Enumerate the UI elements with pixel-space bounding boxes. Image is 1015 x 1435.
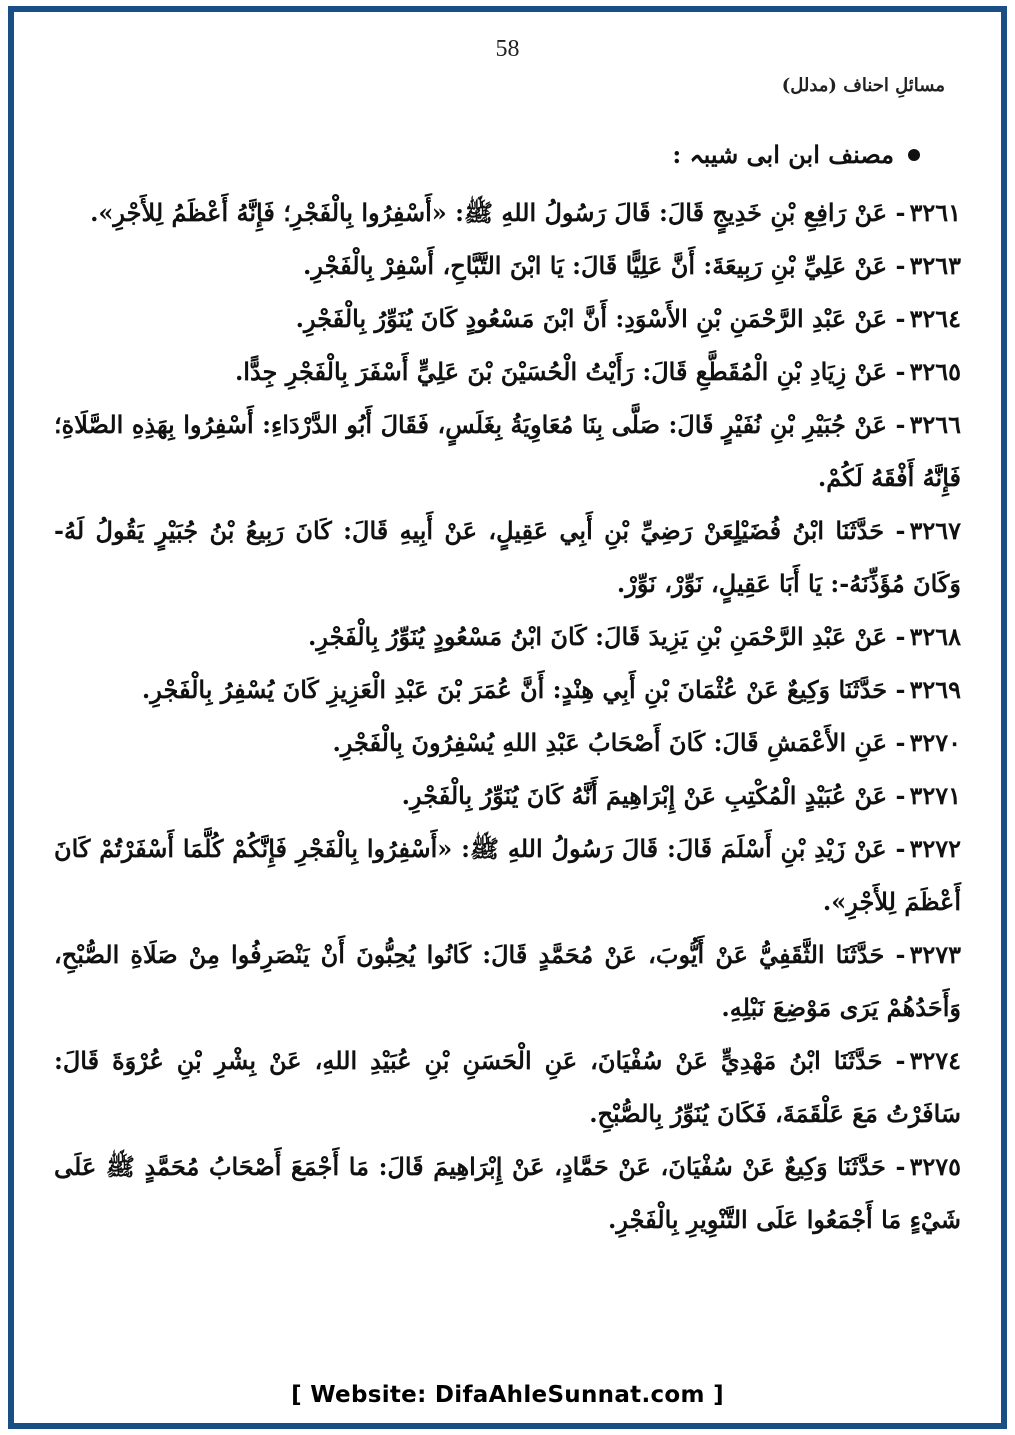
hadith-number: ٣٢٧٢: [909, 834, 961, 863]
hadith-text: حَدَّثَنَا وَكِيعٌ عَنْ عُثْمَانَ بْنِ أَبِي هِنْدٍ: أَنَّ عُمَرَ بْنَ عَبْدِ الْعَزِيزِ كَانَ يُسْفِرُ بِالْفَجْرِ.: [141, 675, 888, 704]
hadith-entry: ٣٢٧١- عَنْ عُبَيْدٍ الْمُكْتِبِ عَنْ إِبْرَاهِيمَ أَنَّهُ كَانَ يُنَوِّرُ بِالْفَجْرِ.: [401, 781, 961, 810]
hadith-text: عَنِ الأَعْمَشِ قَالَ: كَانَ أَصْحَابُ عَبْدِ اللهِ يُسْفِرُونَ بِالْفَجْرِ.: [332, 728, 888, 757]
website-footer: [ Website: DifaAhleSunnat.com ]: [291, 1382, 724, 1408]
hadith-number: ٣٢٦٤: [909, 304, 961, 333]
hadith-entry: ٣٢٧٥- حَدَّثَنَا وَكِيعٌ عَنْ سُفْيَانَ، عَنْ حَمَّادٍ، عَنْ إِبْرَاهِيمَ قَالَ: مَا أَجْمَعَ أَصْحَابُ مُحَمَّدٍ ﷺ عَلَى شَيْءٍ مَا أَجْمَعُوا عَلَى التَّنْوِيرِ بِالْفَجْرِ.: [54, 1152, 961, 1234]
hadith-number: ٣٢٧٠: [909, 728, 961, 757]
hadith-entry: ٣٢٦٦- عَنْ جُبَيْرِ بْنِ نُفَيْرٍ قَالَ: صَلَّى بِنَا مُعَاوِيَةُ بِغَلَسٍ، فَقَالَ أَبُو الدَّرْدَاءِ: أَسْفِرُوا بِهَذِهِ الصَّلَاةِ؛ فَإِنَّهُ أَفْقَهُ لَكُمْ.: [54, 410, 961, 492]
bullet-icon: [908, 149, 920, 161]
section-heading: [672, 140, 920, 169]
hadith-entry: ٣٢٦٩- حَدَّثَنَا وَكِيعٌ عَنْ عُثْمَانَ بْنِ أَبِي هِنْدٍ: أَنَّ عُمَرَ بْنَ عَبْدِ الْعَزِيزِ كَانَ يُسْفِرُ بِالْفَجْرِ.: [141, 675, 961, 704]
hadith-number: ٣٢٦٣: [909, 251, 961, 280]
hadith-list: [54, 186, 961, 1246]
hadith-entry: ٣٢٧٤- حَدَّثَنَا ابْنُ مَهْدِيٍّ عَنْ سُفْيَانَ، عَنِ الْحَسَنِ بْنِ عُبَيْدِ اللهِ، عَنْ بِشْرِ بْنِ عُرْوَةَ قَالَ: سَافَرْتُ مَعَ عَلْقَمَةَ، فَكَانَ يُنَوِّرُ بِالصُّبْحِ.: [54, 1046, 961, 1128]
hadith-entry: ٣٢٦٣- عَنْ عَلِيِّ بْنِ رَبِيعَةَ: أَنَّ عَلِيًّا قَالَ: يَا ابْنَ التَّبَّاحِ، أَسْفِرْ بِالْفَجْرِ.: [303, 251, 961, 280]
hadith-entry: ٣٢٦٧- حَدَّثَنَا ابْنُ فُضَيْلٍعَنْ رَضِيِّ بْنِ أَبِي عَقِيلٍ، عَنْ أَبِيهِ قَالَ: كَانَ رَبِيعُ بْنُ جُبَيْرٍ يَقُولُ لَهُ- وَكَانَ مُؤَذِّنَهُ-: يَا أَبَا عَقِيلٍ، نَوِّرْ، نَوِّرْ.: [54, 516, 961, 598]
hadith-text: حَدَّثَنَا الثَّقَفِيُّ عَنْ أَيُّوبَ، عَنْ مُحَمَّدٍ قَالَ: كَانُوا يُحِبُّونَ أَنْ يَنْصَرِفُوا مِنْ صَلَاةِ الصُّبْحِ، وَأَحَدُهُمْ يَرَى مَوْضِعَ نَبْلِهِ.: [54, 940, 961, 1022]
hadith-number: ٣٢٧٥: [909, 1152, 961, 1181]
hadith-text: عَنْ زِيَادِ بْنِ الْمُقَطَّعِ قَالَ: رَأَيْتُ الْحُسَيْنَ بْنَ عَلِيٍّ أَسْفَرَ بِالْفَجْرِ جِدًّا.: [234, 357, 888, 386]
hadith-entry: ٣٢٧٢- عَنْ زَيْدِ بْنِ أَسْلَمَ قَالَ: قَالَ رَسُولُ اللهِ ﷺ: «أَسْفِرُوا بِالْفَجْرِ فَإِنَّكُمْ كُلَّمَا أَسْفَرْتُمْ كَانَ أَعْظَمَ لِلأَجْرِ».: [54, 834, 961, 916]
hadith-text: حَدَّثَنَا ابْنُ فُضَيْلٍعَنْ رَضِيِّ بْنِ أَبِي عَقِيلٍ، عَنْ أَبِيهِ قَالَ: كَانَ رَبِيعُ بْنُ جُبَيْرٍ يَقُولُ لَهُ- وَكَانَ مُؤَذِّنَهُ-: يَا أَبَا عَقِيلٍ، نَوِّرْ، نَوِّرْ.: [54, 516, 961, 598]
hadith-entry: ٣٢٦٤- عَنْ عَبْدِ الرَّحْمَنِ بْنِ الأَسْوَدِ: أَنَّ ابْنَ مَسْعُودٍ كَانَ يُنَوِّرُ بِالْفَجْرِ.: [295, 304, 961, 333]
hadith-number: ٣٢٧٣: [909, 940, 961, 969]
hadith-entry: ٣٢٧٣- حَدَّثَنَا الثَّقَفِيُّ عَنْ أَيُّوبَ، عَنْ مُحَمَّدٍ قَالَ: كَانُوا يُحِبُّونَ أَنْ يَنْصَرِفُوا مِنْ صَلَاةِ الصُّبْحِ، وَأَحَدُهُمْ يَرَى مَوْضِعَ نَبْلِهِ.: [54, 940, 961, 1022]
hadith-number: ٣٢٦٧: [909, 516, 961, 545]
page-number: 58: [495, 36, 520, 62]
hadith-entry: ٣٢٧٠- عَنِ الأَعْمَشِ قَالَ: كَانَ أَصْحَابُ عَبْدِ اللهِ يُسْفِرُونَ بِالْفَجْرِ.: [332, 728, 961, 757]
hadith-entry: ٣٢٦٥- عَنْ زِيَادِ بْنِ الْمُقَطَّعِ قَالَ: رَأَيْتُ الْحُسَيْنَ بْنَ عَلِيٍّ أَسْفَرَ بِالْفَجْرِ جِدًّا.: [234, 357, 961, 386]
hadith-text: عَنْ رَافِعِ بْنِ خَدِيجٍ قَالَ: قَالَ رَسُولُ اللهِ ﷺ: «أَسْفِرُوا بِالْفَجْرِ؛ فَإِنَّهُ أَعْظَمُ لِلأَجْرِ».: [90, 198, 888, 227]
hadith-text: عَنْ عَبْدِ الرَّحْمَنِ بْنِ يَزِيدَ قَالَ: كَانَ ابْنُ مَسْعُودٍ يُنَوِّرُ بِالْفَجْرِ.: [308, 622, 888, 651]
hadith-number: ٣٢٦٩: [909, 675, 961, 704]
hadith-text: عَنْ عَبْدِ الرَّحْمَنِ بْنِ الأَسْوَدِ: أَنَّ ابْنَ مَسْعُودٍ كَانَ يُنَوِّرُ بِالْفَجْرِ.: [295, 304, 888, 333]
hadith-entry: ٣٢٦١- عَنْ رَافِعِ بْنِ خَدِيجٍ قَالَ: قَالَ رَسُولُ اللهِ ﷺ: «أَسْفِرُوا بِالْفَجْرِ؛ فَإِنَّهُ أَعْظَمُ لِلأَجْرِ».: [90, 198, 961, 227]
section-heading-text: مصنف ابن ابی شیبہ :: [672, 140, 894, 169]
hadith-number: ٣٢٦٥: [909, 357, 961, 386]
hadith-number: ٣٢٦١: [909, 198, 961, 227]
hadith-text: عَنْ زَيْدِ بْنِ أَسْلَمَ قَالَ: قَالَ رَسُولُ اللهِ ﷺ: «أَسْفِرُوا بِالْفَجْرِ فَإِنَّكُمْ كُلَّمَا أَسْفَرْتُمْ كَانَ أَعْظَمَ لِلأَجْرِ».: [54, 834, 961, 916]
hadith-text: عَنْ جُبَيْرِ بْنِ نُفَيْرٍ قَالَ: صَلَّى بِنَا مُعَاوِيَةُ بِغَلَسٍ، فَقَالَ أَبُو الدَّرْدَاءِ: أَسْفِرُوا بِهَذِهِ الصَّلَاةِ؛ فَإِنَّهُ أَفْقَهُ لَكُمْ.: [54, 410, 961, 492]
hadith-text: عَنْ عُبَيْدٍ الْمُكْتِبِ عَنْ إِبْرَاهِيمَ أَنَّهُ كَانَ يُنَوِّرُ بِالْفَجْرِ.: [401, 781, 888, 810]
hadith-number: ٣٢٧٤: [909, 1046, 961, 1075]
hadith-text: حَدَّثَنَا ابْنُ مَهْدِيٍّ عَنْ سُفْيَانَ، عَنِ الْحَسَنِ بْنِ عُبَيْدِ اللهِ، عَنْ بِشْرِ بْنِ عُرْوَةَ قَالَ: سَافَرْتُ مَعَ عَلْقَمَةَ، فَكَانَ يُنَوِّرُ بِالصُّبْحِ.: [54, 1046, 961, 1128]
hadith-number: ٣٢٧١: [909, 781, 961, 810]
hadith-text: حَدَّثَنَا وَكِيعٌ عَنْ سُفْيَانَ، عَنْ حَمَّادٍ، عَنْ إِبْرَاهِيمَ قَالَ: مَا أَجْمَعَ أَصْحَابُ مُحَمَّدٍ ﷺ عَلَى شَيْءٍ مَا أَجْمَعُوا عَلَى التَّنْوِيرِ بِالْفَجْرِ.: [54, 1152, 961, 1234]
hadith-number: ٣٢٦٨: [909, 622, 961, 651]
hadith-text: عَنْ عَلِيِّ بْنِ رَبِيعَةَ: أَنَّ عَلِيًّا قَالَ: يَا ابْنَ التَّبَّاحِ، أَسْفِرْ بِالْفَجْرِ.: [303, 251, 888, 280]
hadith-number: ٣٢٦٦: [909, 410, 961, 439]
hadith-entry: ٣٢٦٨- عَنْ عَبْدِ الرَّحْمَنِ بْنِ يَزِيدَ قَالَ: كَانَ ابْنُ مَسْعُودٍ يُنَوِّرُ بِالْفَجْرِ.: [308, 622, 961, 651]
running-title: مسائلِ احناف (مدلل): [781, 75, 945, 96]
